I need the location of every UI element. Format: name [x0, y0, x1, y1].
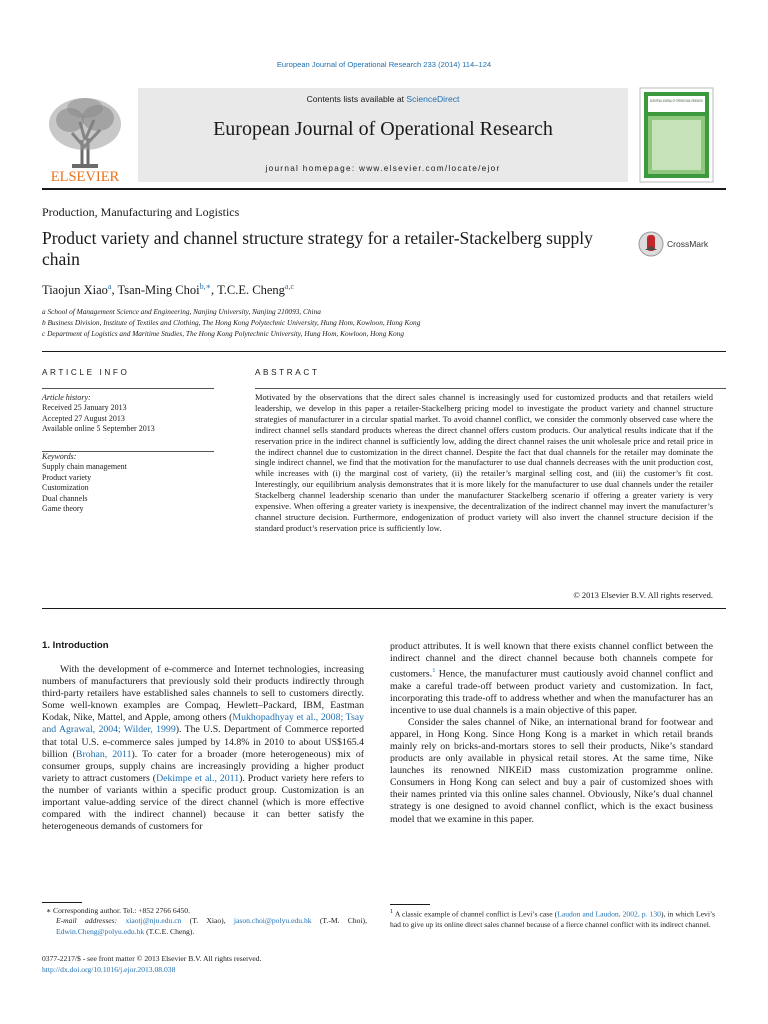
author-name: T.C.E. Cheng — [217, 283, 285, 298]
keyword: Supply chain management — [42, 462, 127, 471]
citation-link[interactable]: Brohan, 2011 — [75, 748, 132, 760]
journal-homepage[interactable]: journal homepage: www.elsevier.com/locate/ejor — [265, 164, 501, 173]
body-text: Hence, the manufacturer must cautiously avoid channel conflict and make a careful trade-off between product variety and customization. In fact, incorporating this trade-off to address whether and when the manufacturer has an incentive to use dual channels is a main objective of this paper. — [390, 668, 713, 716]
corresponding-author-note — [42, 906, 367, 937]
history-accepted: Accepted 27 August 2013 — [42, 414, 125, 423]
author-separator: , — [211, 283, 218, 298]
body-paragraph — [390, 641, 713, 717]
info-divider — [42, 388, 214, 389]
footnote-divider — [42, 902, 82, 903]
journal-title: European Journal of Operational Research — [213, 118, 553, 140]
affiliation-marker[interactable]: a,c — [284, 282, 294, 291]
journal-cover-thumbnail[interactable] — [640, 88, 713, 182]
contents-prefix: Contents lists available at — [306, 94, 407, 104]
journal-reference[interactable]: European Journal of Operational Research 233 (2014) 114–124 — [276, 60, 492, 69]
footnote-marker[interactable]: 1 — [432, 667, 436, 675]
footnote-text: A classic example of channel conflict is Levi’s case ( — [393, 909, 558, 919]
abstract-copyright: © 2013 Elsevier B.V. All rights reserved. — [573, 590, 713, 600]
article-section: Production, Manufacturing and Logistics — [42, 205, 240, 219]
body-text: ). The U.S. Department of Commerce reported that total U.S. e-commerce sales jumped by 14.8% in 2010 to about US$165.4 billion ( — [42, 724, 364, 760]
abstract-text: Motivated by the observations that the direct sales channel is increasingly used for customized products and that retailers wield leadership, we develop in this paper a retailer-Stackelberg pricing model to investigate the product variety and channel structure strategies of manufacturer in a circular spatial market. To avoid channel conflict, we consider the commonly observed case where the indirect channel sells standard products whereas the direct channel offers custom products. Our analytical results indicate that if the reservation price in the indirect channel is sufficiently low, adding the direct channel raises the unit wholesale price and retail price in the indirect channel due to customization in the direct channel. Despite the fact that dual channels for the retailer may dominate the single indirect channel, we find that the motivation for the manufacturer to use dual channels decreases with the unit production cost, while increases with (i) the marginal cost of variety, (ii) the retailer’s marginal selling cost, and (iii) the customer’s fit cost. Interestingly, our equilibrium analysis demonstrates that it is more likely for the manufacturer to use dual channels under the retailer Stackelberg channel leadership scenario than under the manufacturer Stackelberg scenario if offering a greater variety is very expensive. When offering a greater variety is inexpensive, the decentralization of the indirect channel may invert the manufacturer’s channel structure decision. Furthermore, endogenization of product variety will also invert the channel structure decision if the standard product’s reservation price is sufficiently low. — [255, 392, 713, 533]
author-name: Tiaojun Xiao — [42, 283, 108, 298]
article-title: Product variety and channel structure strategy for a retailer-Stackelberg supply chain — [42, 228, 593, 269]
affiliation: b Business Division, Institute of Textiles and Clothing, The Hong Kong Polytechnic University, Hung Hom, Kowloon, Hong Kong — [42, 318, 421, 327]
keyword: Product variety — [42, 473, 92, 482]
email-link[interactable]: Edwin.Cheng@polyu.edu.hk — [56, 926, 145, 936]
section-divider — [42, 608, 726, 609]
article-info-heading: ARTICLE INFO — [42, 368, 130, 377]
front-matter — [42, 953, 261, 975]
journal-banner — [138, 88, 628, 182]
body-text: ). Product variety here refers to the number of variants within a specific product group. Customization is an important value-adding service of the direct channel (which is more effective compared with the indirect channel) because it can better satisfy the heterogeneous demands of customers for — [42, 772, 365, 833]
body-column-left — [42, 664, 364, 833]
keywords-label: Keywords: — [42, 452, 77, 461]
keyword: Customization — [42, 483, 89, 492]
affiliation: c Department of Logistics and Maritime Studies, The Hong Kong Polytechnic University, Hung Hom, Kowloon, Hong Kong — [42, 329, 404, 338]
section-divider — [42, 351, 726, 352]
contents-line — [138, 94, 628, 104]
email-link[interactable]: jason.choi@polyu.edu.hk — [233, 916, 312, 926]
affiliation-marker[interactable]: a — [107, 282, 112, 291]
citation-link[interactable]: Laudon and Laudon, 2002, p. 130 — [557, 909, 661, 919]
body-text: product attributes. It is well known that there exists channel conflict between the indirect channel and the direct channel because both channels compete for customers. — [390, 641, 713, 680]
sciencedirect-link[interactable]: ScienceDirect — [406, 94, 460, 104]
issn-line: 0377-2217/$ - see front matter © 2013 Elsevier B.V. All rights reserved. — [42, 954, 262, 963]
email-owner: (T.C.E. Cheng). — [144, 926, 195, 936]
elsevier-tree-logo[interactable] — [42, 88, 128, 186]
body-text: ). To cater for a broader (more heterogeneous) mix of consumer groups, supply chains are increasingly providing a higher product variety to attract customers ( — [42, 748, 364, 784]
body-paragraph: Consider the sales channel of Nike, an international brand for footwear and apparel, in Hong Kong. Since Hong Kong is a market in which retail brands mainly rely on bricks-and-mortars stores to sell their products, Nike’s standard products are only available in physical retail stores. At the same time, Nike launches its renowned NIKEiD mass customization programme online. Consumers in Hong Kong can select and buy a pair of customized shoes with their names printed via this online sales channel. Obviously, Nike’s dual channel strategy is one designed to avoid channel conflict, which is the exact business model that we examine in this paper. — [390, 716, 713, 825]
elsevier-wordmark: ELSEVIER — [50, 169, 120, 185]
doi-link[interactable]: http://dx.doi.org/10.1016/j.ejor.2013.08.038 — [42, 965, 176, 974]
author-separator: , — [111, 283, 118, 298]
history-received: Received 25 January 2013 — [42, 403, 127, 412]
author-name: Tsan-Ming Choi — [117, 283, 200, 298]
header-divider — [42, 188, 726, 190]
footnote-1 — [390, 907, 715, 930]
footnote-text: ), in which Levi’s had to give up its online direct sales channel because of a fierce channel conflict with its indirect channel. — [390, 909, 715, 929]
citation-link[interactable]: Dekimpe et al., 2011 — [156, 772, 240, 784]
introduction-heading: 1. Introduction — [42, 640, 109, 651]
body-text: With the development of e-commerce and Internet technologies, increasing numbers of manufacturers that previously sold their products indirectly through third-party retailers have established sales channels to sell to customers directly. Some well-known examples are Compaq, Hewlett–Packard, IBM, Eastman Kodak, Nike, Mattel, and Apple, among others ( — [42, 664, 364, 724]
email-link[interactable]: xiaotj@nju.edu.cn — [125, 916, 182, 926]
affiliation-marker[interactable]: b,∗ — [199, 282, 212, 291]
email-owner: (T. Xiao), — [181, 916, 234, 926]
keyword: Dual channels — [42, 494, 88, 503]
crossmark-badge[interactable] — [637, 229, 717, 259]
keyword: Game theory — [42, 504, 84, 513]
abstract-divider — [255, 388, 726, 389]
affiliation: a School of Management Science and Engineering, Nanjing University, Nanjing 210093, China — [42, 307, 321, 316]
email-label: E-mail addresses: — [56, 916, 126, 926]
history-online: Available online 5 September 2013 — [42, 424, 155, 433]
footnote-divider — [390, 904, 430, 905]
footnote-number: 1 — [390, 908, 394, 915]
body-column-right — [390, 641, 713, 826]
abstract-heading: ABSTRACT — [255, 368, 320, 377]
journal-header — [42, 88, 726, 188]
cover-title: EUROPEAN JOURNAL OF OPERATIONAL RESEARCH — [650, 99, 704, 103]
author-list — [42, 282, 294, 298]
email-addresses — [42, 916, 367, 937]
citation-link[interactable]: Mukhopadhyay et al., 2008; Tsay and Agrawal, 2004; Wilder, 1999 — [42, 712, 365, 736]
corresponding-author: ∗ Corresponding author. Tel.: +852 2766 6450. — [46, 906, 190, 915]
history-label: Article history: — [42, 393, 91, 402]
email-owner: (T.-M. Choi), — [311, 916, 367, 926]
crossmark-label: CrossMark — [667, 239, 709, 249]
